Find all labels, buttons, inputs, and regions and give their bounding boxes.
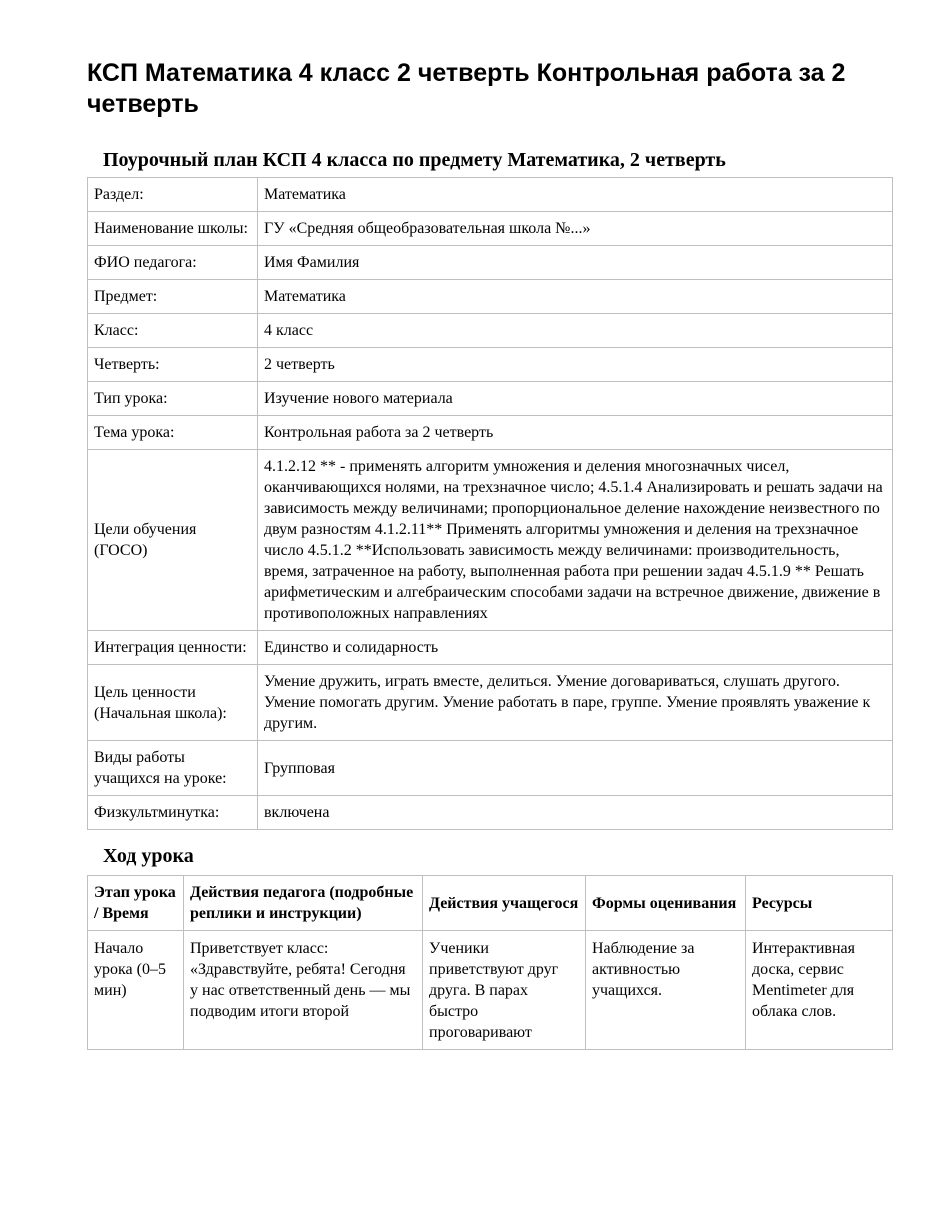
info-value: Единство и солидарность <box>258 631 893 665</box>
table-header-row <box>88 876 893 931</box>
info-label: Тип урока: <box>88 382 258 416</box>
info-label: Тема урока: <box>88 416 258 450</box>
info-label: Физкультминутка: <box>88 796 258 830</box>
teacher-actions-cell <box>184 931 423 1050</box>
assessment-cell <box>586 931 746 1050</box>
table-row <box>88 796 893 830</box>
table-row <box>88 450 893 631</box>
table-row <box>88 931 893 1050</box>
info-label: Интеграция ценности: <box>88 631 258 665</box>
table-row <box>88 416 893 450</box>
info-label: Виды работы учащихся на уроке: <box>88 741 258 796</box>
column-header-resources: Ресурсы <box>746 876 893 931</box>
assessment-text: Наблюдение за активностью учащихся. <box>592 940 695 999</box>
info-value: Умение дружить, играть вместе, делиться. Умение договариваться, слушать другого. Умение помогать другим. Умение работать в паре, группе. Умение проявлять уважение к другим. <box>258 665 893 741</box>
teacher-actions-text: Приветствует класс: «Здравствуйте, ребята! Сегодня у нас ответственный день — мы подводим итоги второй <box>190 940 411 1020</box>
lesson-flow-heading: Ход урока <box>103 845 194 867</box>
table-row <box>88 178 893 212</box>
info-value: Математика <box>258 280 893 314</box>
table-row <box>88 348 893 382</box>
table-row <box>88 665 893 741</box>
column-header-stage: Этап урока / Время <box>88 876 184 931</box>
info-label: Цель ценности (Начальная школа): <box>88 665 258 741</box>
info-value: Изучение нового материала <box>258 382 893 416</box>
lesson-flow-table <box>87 875 893 1050</box>
resources-text: Интерактивная доска, сервис Mentimeter для облака слов. <box>752 940 856 1020</box>
table-row <box>88 741 893 796</box>
info-label: Класс: <box>88 314 258 348</box>
info-label: Цели обучения (ГОСО) <box>88 450 258 631</box>
table-row <box>88 212 893 246</box>
column-header-student-actions: Действия учащегося <box>423 876 586 931</box>
student-actions-text: Ученики приветствуют друг друга. В парах быстро проговаривают <box>429 940 559 1041</box>
info-value: Математика <box>258 178 893 212</box>
lesson-info-table <box>87 177 893 830</box>
stage-cell <box>88 931 184 1050</box>
table-row <box>88 314 893 348</box>
stage-text: Начало урока (0–5 мин) <box>94 940 166 999</box>
info-label: Четверть: <box>88 348 258 382</box>
resources-cell <box>746 931 893 1050</box>
info-value: Групповая <box>258 741 893 796</box>
info-value: включена <box>258 796 893 830</box>
table-row <box>88 382 893 416</box>
info-value: 2 четверть <box>258 348 893 382</box>
info-label: Предмет: <box>88 280 258 314</box>
student-actions-cell <box>423 931 586 1050</box>
info-value: Контрольная работа за 2 четверть <box>258 416 893 450</box>
info-label: Раздел: <box>88 178 258 212</box>
document-title: КСП Математика 4 класс 2 четверть Контрольная работа за 2 четверть <box>87 59 846 118</box>
column-header-teacher-actions: Действия педагога (подробные реплики и инструкции) <box>184 876 423 931</box>
plan-heading: Поурочный план КСП 4 класса по предмету Математика, 2 четверть <box>103 149 726 171</box>
table-row <box>88 246 893 280</box>
info-value: 4 класс <box>258 314 893 348</box>
document-page <box>87 58 893 1050</box>
table-row <box>88 280 893 314</box>
info-label: ФИО педагога: <box>88 246 258 280</box>
column-header-assessment: Формы оценивания <box>586 876 746 931</box>
info-value: ГУ «Средняя общеобразовательная школа №...» <box>258 212 893 246</box>
info-value: 4.1.2.12 ** - применять алгоритм умножения и деления многозначных чисел, оканчивающихся нолями, на трехзначное число; 4.5.1.4 Анализировать и решать задачи на зависимость между величинами; пропорциональное деление нахождение неизвестного по двум разностям 4.1.2.11** Применять алгоритмы умножения и деления на трехзначное число 4.5.1.2 **Использовать зависимость между величинами: производительность, время, затраченное на работу, выполненная работа при решении задач 4.5.1.9 ** Решать арифметическим и алгебраическим способами задачи на встречное движение, движение в противоположных направлениях <box>258 450 893 631</box>
info-value: Имя Фамилия <box>258 246 893 280</box>
info-label: Наименование школы: <box>88 212 258 246</box>
table-row <box>88 631 893 665</box>
